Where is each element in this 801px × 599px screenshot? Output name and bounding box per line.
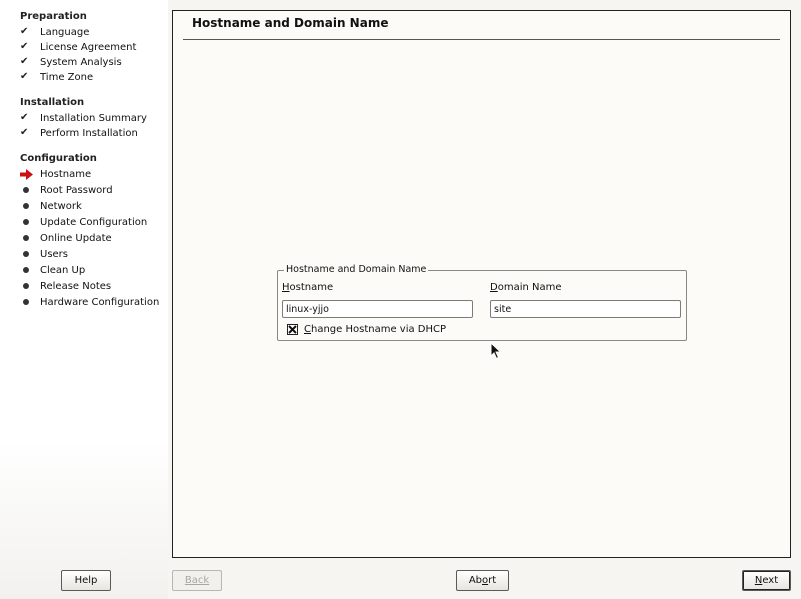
step-label: Users	[40, 248, 69, 260]
bullet-icon	[20, 183, 34, 197]
check-icon: ✔	[20, 71, 29, 82]
step-license-agreement	[20, 40, 165, 54]
step-label: Language	[40, 26, 90, 38]
step-time-zone	[20, 70, 165, 84]
step-root-password	[20, 183, 165, 197]
step-label: Hardware Configuration	[40, 296, 160, 308]
bullet-icon	[20, 231, 34, 245]
main-content-panel	[172, 10, 791, 558]
step-clean-up	[20, 263, 165, 277]
step-label: Update Configuration	[40, 216, 148, 228]
step-label: Network	[40, 200, 82, 212]
step-label: Perform Installation	[40, 127, 138, 139]
hostname-label-mnemonic: H	[282, 282, 290, 293]
section-title-configuration: Configuration	[20, 153, 97, 164]
step-label: Release Notes	[40, 280, 112, 292]
step-label: Online Update	[40, 232, 112, 244]
hostname-domain-groupbox	[277, 264, 687, 341]
hostname-label-text: ostname	[289, 282, 334, 293]
step-label: Hostname	[40, 168, 92, 180]
step-label: Clean Up	[40, 264, 86, 276]
next-label-mnemonic: N	[754, 575, 763, 586]
next-label-rest: ext	[762, 575, 779, 586]
bullet-icon	[20, 279, 34, 293]
domain-label-mnemonic: D	[490, 282, 498, 293]
dhcp-label-text: hange Hostname via DHCP	[310, 324, 447, 335]
step-online-update	[20, 231, 165, 245]
step-perform-installation	[20, 126, 165, 140]
check-icon: ✔	[20, 56, 29, 67]
title-divider	[183, 39, 780, 40]
help-button[interactable]: Help	[61, 570, 111, 591]
domain-label-text: omain Name	[497, 282, 562, 293]
abort-label-pre: Ab	[468, 575, 483, 586]
next-button[interactable]	[742, 570, 791, 591]
step-network	[20, 199, 165, 213]
step-users	[20, 247, 165, 261]
check-icon: ✔	[20, 127, 29, 138]
step-label: Installation Summary	[40, 112, 147, 124]
bullet-icon	[20, 263, 34, 277]
step-label: Time Zone	[40, 71, 94, 83]
back-button[interactable]	[172, 570, 222, 591]
step-system-analysis	[20, 55, 165, 69]
dhcp-label-mnemonic: C	[304, 324, 311, 335]
mouse-pointer-icon	[490, 342, 502, 363]
hostname-label	[282, 282, 333, 293]
step-hostname-current	[20, 167, 165, 181]
bullet-icon	[20, 215, 34, 229]
check-icon: ✔	[20, 41, 29, 52]
bullet-icon	[20, 247, 34, 261]
step-label: System Analysis	[40, 56, 122, 68]
abort-label-post: rt	[488, 575, 497, 586]
bullet-icon	[20, 295, 34, 309]
step-release-notes	[20, 279, 165, 293]
checkmark-x-icon	[288, 325, 297, 334]
dhcp-checkbox-label[interactable]	[304, 324, 446, 335]
check-icon: ✔	[20, 26, 29, 37]
dhcp-checkbox-row[interactable]	[287, 324, 446, 335]
bullet-icon	[20, 199, 34, 213]
step-label: Root Password	[40, 184, 113, 196]
step-label: License Agreement	[40, 41, 137, 53]
step-installation-summary	[20, 111, 165, 125]
abort-label-mnemonic: o	[482, 575, 489, 586]
abort-button[interactable]	[456, 570, 509, 591]
step-update-configuration	[20, 215, 165, 229]
section-title-installation: Installation	[20, 97, 85, 108]
page-title: Hostname and Domain Name	[192, 16, 389, 30]
step-hardware-configuration	[20, 295, 165, 309]
groupbox-title: Hostname and Domain Name	[286, 264, 427, 275]
dhcp-checkbox[interactable]	[287, 324, 298, 335]
check-icon: ✔	[20, 112, 29, 123]
current-step-arrow-icon	[20, 167, 34, 181]
section-title-preparation: Preparation	[20, 11, 87, 22]
wizard-steps-sidebar	[0, 0, 168, 599]
domain-name-label	[490, 282, 562, 293]
domain-name-input[interactable]	[490, 300, 681, 318]
back-label: Back	[184, 575, 210, 586]
step-language	[20, 25, 165, 39]
hostname-input[interactable]	[282, 300, 473, 318]
